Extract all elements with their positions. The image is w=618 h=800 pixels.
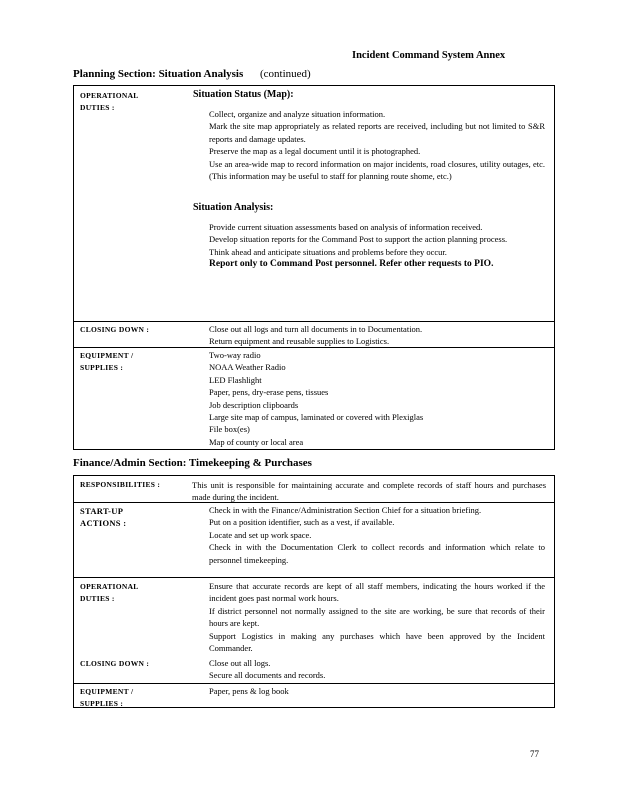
responsibilities-label: RESPONSIBILITIES :: [80, 480, 161, 489]
list-item: NOAA Weather Radio: [209, 362, 286, 373]
finance-section-heading: Finance/Admin Section: Timekeeping & Purchases: [73, 457, 312, 469]
planning-table: [73, 85, 555, 450]
divider: [74, 683, 554, 684]
planning-continued: (continued): [260, 68, 311, 80]
closing-down-list: [209, 323, 545, 348]
page-number: 77: [530, 749, 539, 759]
situation-status-heading: Situation Status (Map):: [193, 89, 294, 100]
situation-analysis-list: [209, 221, 545, 271]
finance-closing-list: [209, 657, 545, 682]
list-item: Mark the site map appropriately as related reports are received, including but not limited to S&R reports and damage updates.: [209, 121, 545, 144]
divider: [74, 347, 554, 348]
operational-duties-label: OPERATIONAL DUTIES :: [80, 91, 139, 112]
planning-section-heading: [73, 68, 311, 80]
finance-equipment-label: EQUIPMENT / SUPPLIES :: [80, 687, 134, 708]
list-item: Close out all logs and turn all documents in to Documentation.: [209, 324, 423, 334]
list-item: Use an area-wide map to record information on major incidents, road closures, utility outages, etc. (This information may be useful to staff for planning route shome, etc.): [209, 158, 545, 182]
equipment-supplies-label: EQUIPMENT / SUPPLIES :: [80, 351, 134, 372]
finance-operational-list: [209, 580, 545, 654]
list-item: Return equipment and reusable supplies to Logistics.: [209, 336, 390, 347]
equipment-list: [209, 349, 545, 448]
list-item: Paper, pens, dry-erase pens, tissues: [209, 387, 329, 398]
list-item: Ensure that accurate records are kept of all staff members, indicating the hours worked if the incident goes past normal work hours.: [209, 581, 545, 604]
divider: [74, 502, 554, 503]
finance-table: [73, 475, 555, 708]
list-item: File box(es): [209, 424, 250, 435]
startup-actions-label: START-UP ACTIONS :: [80, 506, 127, 528]
list-item: Preserve the map as a legal document until it is photographed.: [209, 146, 421, 157]
report-only-note: Report only to Command Post personnel. Refer other requests to PIO.: [209, 259, 494, 270]
list-item: Put on a position identifier, such as a vest, if available.: [209, 517, 395, 528]
list-item: Check in with the Documentation Clerk to collect records and information which relate to personnel timekeeping.: [209, 542, 545, 565]
list-item: If district personnel not normally assigned to the site are working, be sure that records of their hours are kept.: [209, 605, 545, 629]
finance-equipment-text: Paper, pens & log book: [209, 686, 289, 696]
divider: [74, 321, 554, 322]
list-item: Large site map of campus, laminated or covered with Plexiglas: [209, 412, 424, 423]
list-item: Secure all documents and records.: [209, 670, 326, 681]
list-item: Develop situation reports for the Command Post to support the action planning process.: [209, 234, 508, 245]
list-item: Collect, organize and analyze situation information.: [209, 109, 386, 119]
list-item: Provide current situation assessments based on analysis of information received.: [209, 222, 483, 232]
list-item: Think ahead and anticipate situations and problems before they occur.: [209, 246, 447, 257]
list-item: Check in with the Finance/Administration Section Chief for a situation briefing.: [209, 505, 482, 515]
list-item: Map of county or local area: [209, 436, 304, 447]
closing-down-label: CLOSING DOWN :: [80, 325, 150, 334]
list-item: LED Flashlight: [209, 374, 262, 385]
situation-status-list: [209, 108, 545, 182]
list-item: Locate and set up work space.: [209, 529, 312, 540]
divider: [74, 577, 554, 578]
finance-operational-label: OPERATIONAL DUTIES :: [80, 582, 139, 603]
startup-list: [209, 504, 545, 566]
planning-heading-text: Planning Section: Situation Analysis: [73, 68, 244, 80]
list-item: Close out all logs.: [209, 658, 271, 668]
document-header-title: Incident Command System Annex: [352, 50, 506, 61]
situation-analysis-heading: Situation Analysis:: [193, 202, 274, 213]
list-item: Support Logistics in making any purchases which have been approved by the Incident Commander.: [209, 630, 545, 654]
finance-closing-label: CLOSING DOWN :: [80, 659, 150, 668]
list-item: Job description clipboards: [209, 399, 299, 410]
responsibilities-text: This unit is responsible for maintaining accurate and complete records of staff hours and purchases made during the incident.: [192, 480, 546, 503]
list-item: Two-way radio: [209, 350, 261, 360]
